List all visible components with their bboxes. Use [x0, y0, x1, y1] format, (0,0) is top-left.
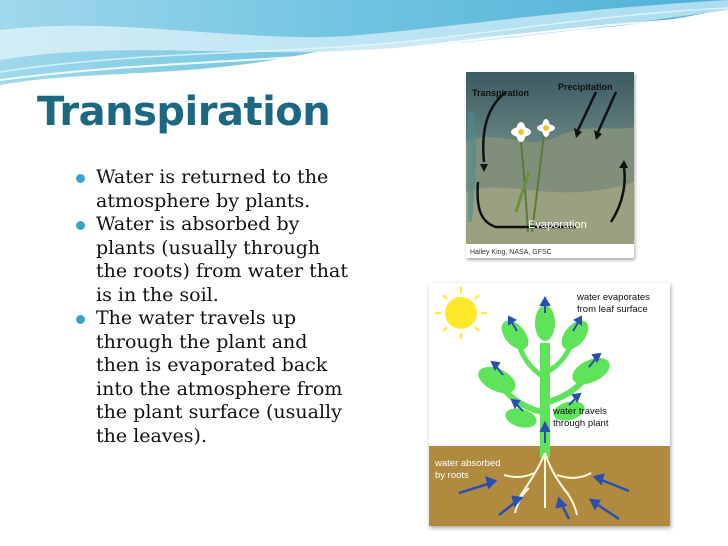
bullet-dot-icon [76, 315, 85, 324]
bullet-dot-icon [76, 174, 85, 183]
bullet-text: Water is absorbed by plants (usually through the roots) from water that is in the soil. [96, 213, 348, 306]
slide-title: Transpiration [37, 89, 331, 135]
diagram-label-travels-2: through plant [553, 418, 609, 429]
bullet-item [76, 213, 351, 307]
diagram-label-evaporates-2: from leaf surface [577, 304, 648, 315]
diagram-label-travels: water travels [553, 406, 607, 417]
photo-label-evaporation: Evaporation [528, 219, 587, 231]
photo-label-transpiration: Transpiration [472, 88, 530, 98]
bullet-text: The water travels up through the plant and then is evaporated back into the atmosphere from the plant surface (usually the leaves). [96, 307, 343, 447]
bullet-item [76, 166, 351, 213]
bullet-list [76, 166, 351, 448]
bullet-text: Water is returned to the atmosphere by plants. [96, 166, 329, 212]
diagram-label-absorbed: water absorbed [435, 458, 501, 469]
diagram-label-evaporates: water evaporates [577, 292, 650, 303]
diagram-label-absorbed-2: by roots [435, 470, 469, 481]
transpiration-photo [466, 72, 634, 258]
bullet-item [76, 307, 351, 448]
photo-credit: Hailey King, NASA, GFSC [470, 249, 552, 256]
bullet-dot-icon [76, 221, 85, 230]
photo-label-precipitation: Precipitation [558, 82, 613, 92]
transpiration-diagram [429, 283, 670, 526]
